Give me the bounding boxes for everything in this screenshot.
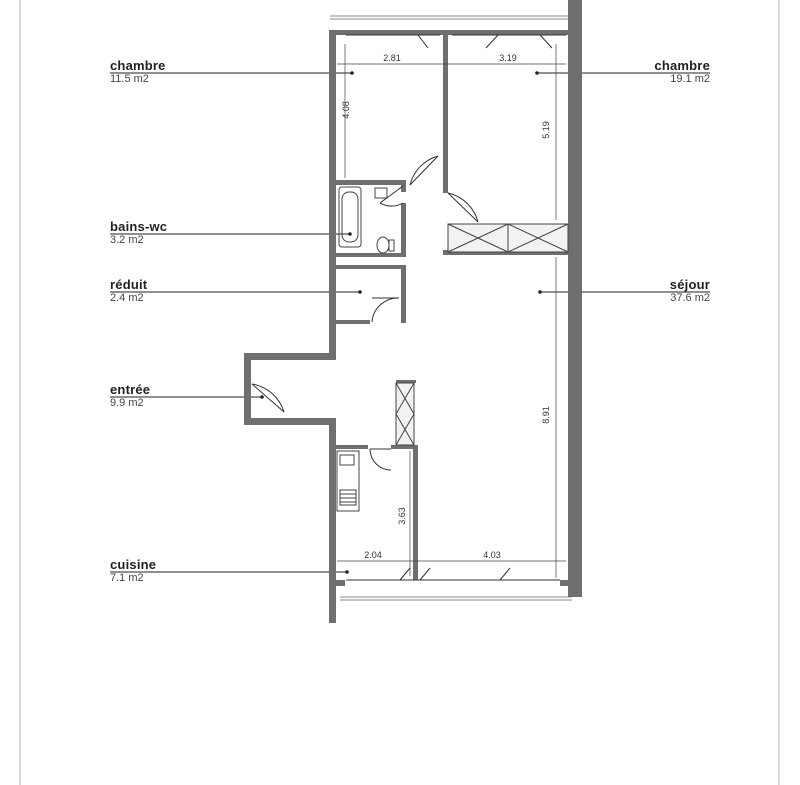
wall-entry-top	[244, 353, 336, 360]
room-label-reduit	[110, 278, 147, 304]
room-label-bains-wc	[110, 220, 167, 246]
wall-between-bedrooms	[443, 35, 448, 193]
room-area: 7.1 m2	[110, 572, 144, 584]
dimension-lines	[337, 44, 566, 578]
dim-chambre-left-depth: 4.08	[341, 101, 351, 119]
room-name: séjour	[669, 277, 710, 292]
room-area: 9.9 m2	[110, 397, 144, 409]
room-area: 3.2 m2	[110, 234, 144, 246]
wall-left-upper	[329, 30, 336, 360]
room-name: bains-wc	[110, 219, 168, 234]
room-name: réduit	[110, 277, 148, 292]
room-area: 19.1 m2	[670, 73, 710, 85]
walls	[244, 0, 582, 623]
wall-entry-bottom	[244, 418, 336, 425]
room-name: chambre	[110, 58, 166, 73]
dim-chambre-right-width: 3.19	[499, 53, 517, 63]
dim-sejour-depth: 8.91	[541, 406, 551, 424]
dim-cuisine-depth: 3.63	[397, 507, 407, 525]
wall-bath-bottom	[336, 253, 406, 257]
dim-chambre-left-width: 2.81	[383, 53, 401, 63]
toilet	[377, 237, 389, 253]
wall-storage-bottom	[336, 320, 370, 324]
wall-bath-stub	[401, 180, 406, 192]
room-name: chambre	[654, 58, 710, 73]
balcony-lines	[330, 16, 580, 600]
room-label-chambre-right	[654, 59, 710, 85]
dim-sejour-width: 4.03	[483, 550, 501, 560]
wall-exterior-right	[568, 0, 582, 597]
wall-bath-top	[336, 180, 406, 185]
wall-entry-left	[244, 353, 251, 425]
wall-kitchen-right	[413, 445, 418, 580]
wall-bottom-right	[560, 580, 582, 586]
room-label-chambre-left	[110, 59, 166, 85]
wall-storage-right	[401, 265, 406, 323]
room-label-cuisine	[110, 558, 156, 584]
dim-cuisine-width: 2.04	[364, 550, 382, 560]
room-name: entrée	[110, 382, 151, 397]
wall-left-lower	[329, 418, 336, 623]
wall-bath-right	[401, 203, 406, 257]
room-area: 2.4 m2	[110, 292, 144, 304]
wardrobe-hall	[396, 383, 414, 445]
wall-top	[329, 30, 570, 35]
windows	[346, 35, 566, 580]
wall-kitchen-top	[336, 445, 368, 449]
dim-chambre-right-depth: 5.19	[541, 121, 551, 139]
bath-fixtures	[339, 187, 394, 253]
kitchen-fixtures	[337, 451, 359, 511]
room-area: 37.6 m2	[670, 292, 710, 304]
room-area: 11.5 m2	[110, 73, 149, 85]
room-label-entree	[110, 383, 150, 409]
room-label-sejour	[670, 278, 710, 304]
room-name: cuisine	[110, 557, 157, 572]
wall-bottom-left	[329, 580, 345, 586]
wall-storage-top	[336, 265, 406, 269]
washbasin	[375, 188, 387, 198]
